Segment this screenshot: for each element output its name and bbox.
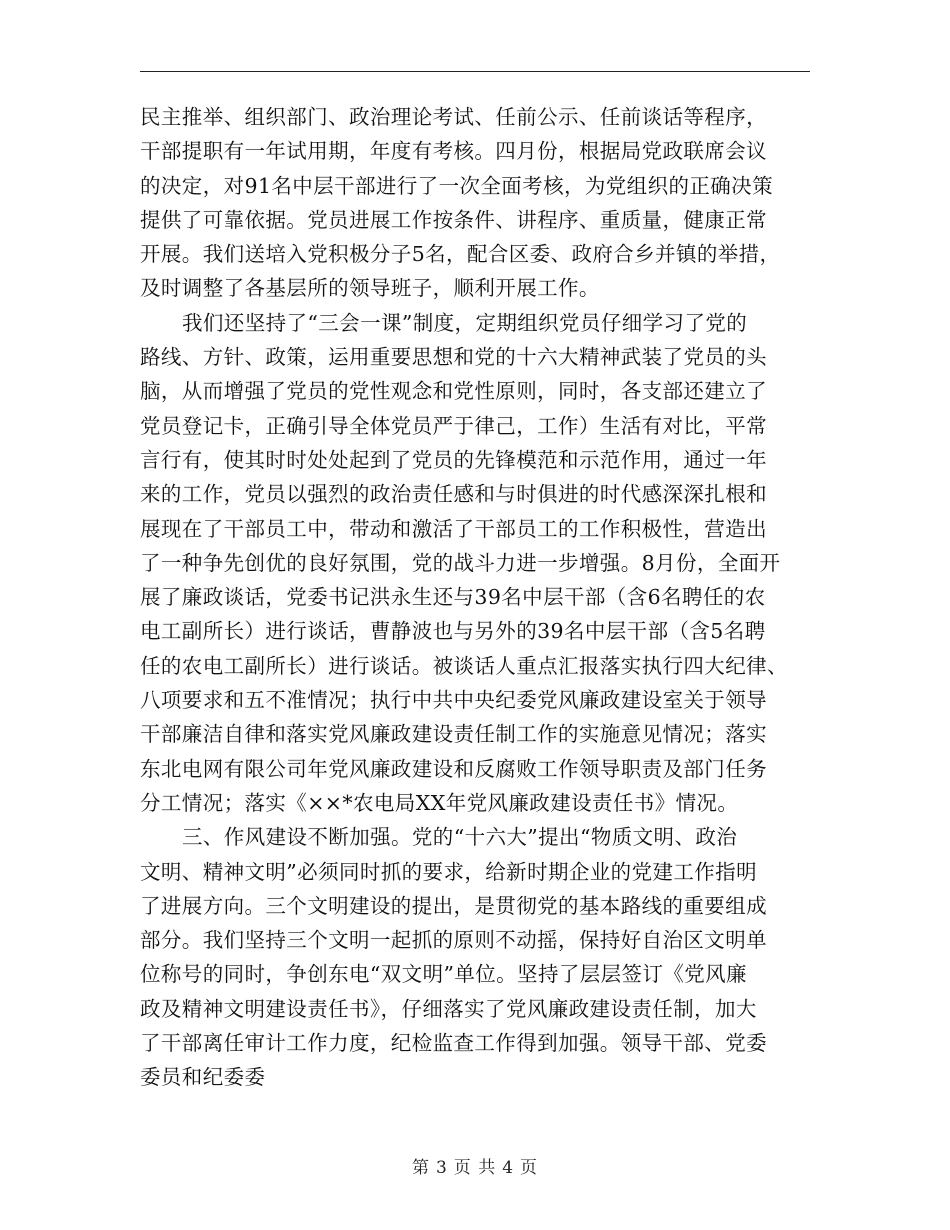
total-pages-number: 4 (502, 1158, 515, 1178)
text-line: 脑，从而增强了党员的党性观念和党性原则，同时，各支部还建立了 (140, 379, 767, 404)
text-line: 政及精神文明建设责任书》，仔细落实了党风廉政建设责任制，加大 (140, 996, 757, 1021)
text-line: 分工情况；落实《××*农电局XX年党风廉政建设责任书》情况。 (140, 790, 739, 815)
text-line: 干部提职有一年试用期，年度有考核。四月份，根据局党政联席会议 (140, 139, 767, 164)
page-label-suffix: 页 (520, 1158, 539, 1178)
text-line: 了一种争先创优的良好氛围，党的战斗力进一步增强。8月份，全面开 (140, 550, 781, 575)
text-line: 的决定，对91名中层干部进行了一次全面考核，为党组织的正确决策 (140, 173, 773, 198)
text-line: 电工副所长）进行谈话，曹静波也与另外的39名中层干部（含5名聘 (140, 619, 766, 644)
page-footer (0, 1153, 950, 1178)
paragraph-start-line: 我们还坚持了“三会一课”制度，定期组织党员仔细学习了党的 (182, 310, 748, 335)
text-line: 干部廉洁自律和落实党风廉政建设责任制工作的实施意见情况；落实 (140, 722, 767, 747)
text-line: 言行有，使其时时处处起到了党员的先锋模范和示范作用，通过一年 (140, 447, 767, 472)
text-line: 任的农电工副所长）进行谈话。被谈话人重点汇报落实执行四大纪律、 (140, 653, 788, 678)
text-line: 展现在了干部员工中，带动和激活了干部员工的工作积极性，营造出 (140, 516, 767, 541)
text-line: 及时调整了各基层所的领导班子，顺利开展工作。 (140, 276, 600, 301)
text-line: 民主推举、组织部门、政治理论考试、任前公示、任前谈话等程序， (140, 105, 767, 129)
text-line: 了干部离任审计工作力度，纪检监查工作得到加强。领导干部、党委 (140, 1031, 767, 1056)
page-label-prefix: 第 (411, 1158, 430, 1178)
document-body (140, 100, 812, 1095)
text-line: 展了廉政谈话，党委书记洪永生还与39名中层干部（含6名聘任的农 (140, 585, 766, 610)
text-line: 开展。我们送培入党积极分子5名，配合区委、政府合乡并镇的举措， (140, 242, 781, 267)
text-line: 委员和纪委委 (140, 1065, 266, 1090)
text-line: 东北电网有限公司年党风廉政建设和反腐败工作领导职责及部门任务 (140, 756, 767, 781)
text-line: 了进展方向。三个文明建设的提出，是贯彻党的基本路线的重要组成 (140, 893, 767, 918)
text-line: 党员登记卡，正确引导全体党员严于律己，工作）生活有对比，平常 (140, 413, 767, 438)
text-line: 八项要求和五不准情况；执行中共中央纪委党风廉政建设室关于领导 (140, 688, 767, 713)
paragraph-start-line: 三、作风建设不断加强。党的“十六大”提出“物质文明、政治 (182, 825, 738, 850)
text-line: 文明、精神文明”必须同时抓的要求，给新时期企业的党建工作指明 (140, 859, 757, 884)
header-rule (140, 71, 810, 72)
text-line: 来的工作，党员以强烈的政治责任感和与时俱进的时代感深深扎根和 (140, 482, 767, 507)
text-line: 提供了可靠依据。党员进展工作按条件、讲程序、重质量，健康正常 (140, 207, 767, 232)
text-line: 路线、方针、政策，运用重要思想和党的十六大精神武装了党员的头 (140, 345, 767, 370)
text-line: 部分。我们坚持三个文明一起抓的原则不动摇，保持好自治区文明单 (140, 928, 767, 953)
page-label-mid: 页 共 (453, 1158, 497, 1178)
text-line: 位称号的同时，争创东电“双文明”单位。坚持了层层签订《党风廉 (140, 962, 747, 987)
current-page-number: 3 (435, 1158, 448, 1178)
